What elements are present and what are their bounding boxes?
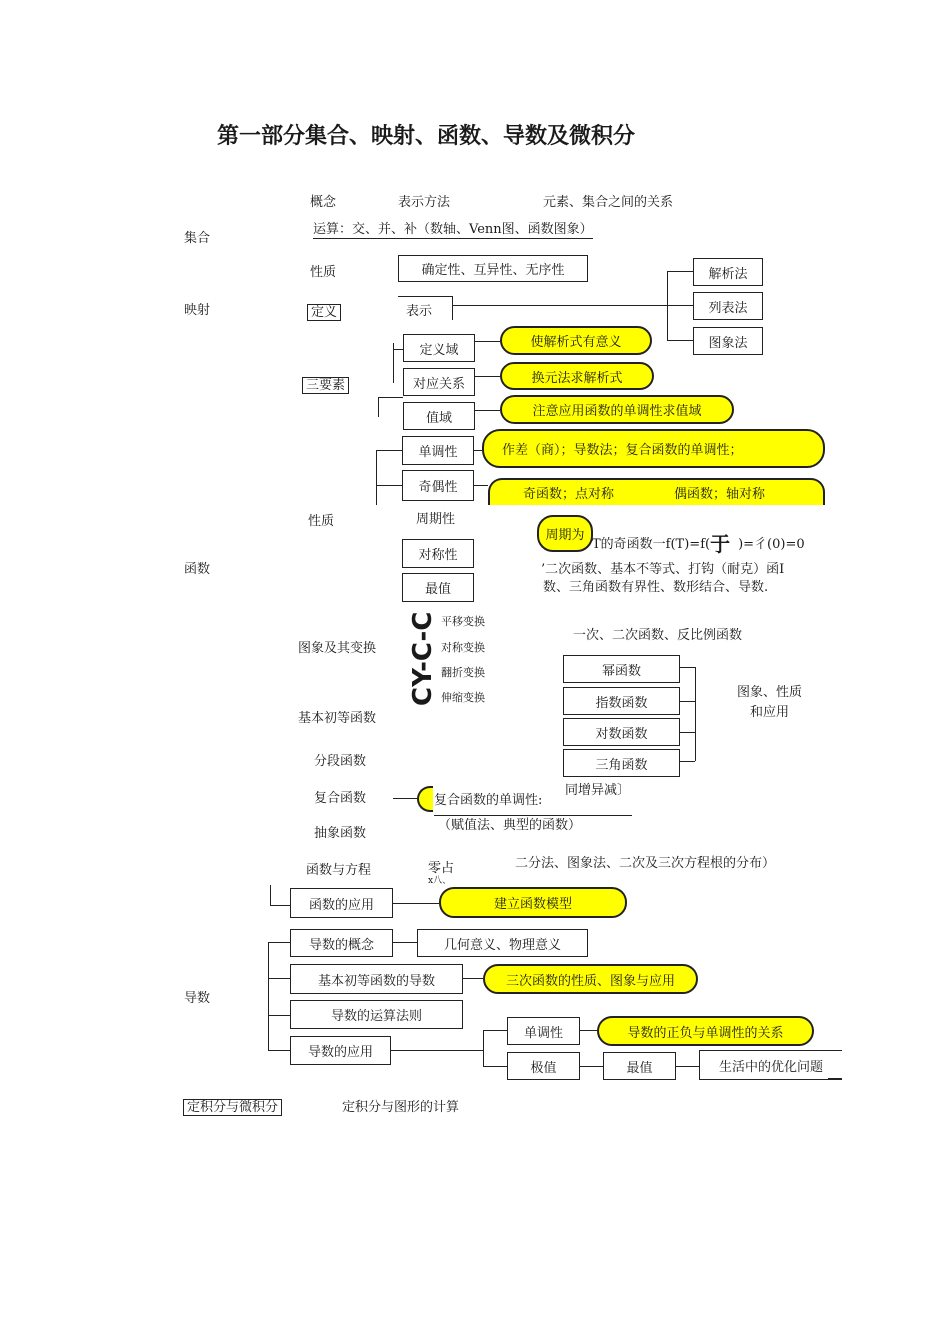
connector	[695, 667, 696, 761]
connector	[376, 450, 403, 451]
connector	[483, 1030, 507, 1031]
map-represent: 表示	[406, 304, 433, 319]
connector	[483, 1066, 507, 1067]
connector	[398, 296, 452, 297]
connector	[475, 410, 500, 411]
integral-note: 定积分与图形的计算	[342, 1100, 460, 1115]
composite-label: 复合函数	[314, 791, 367, 806]
connector	[680, 761, 695, 762]
deriv-basic-note: 三次函数的性质、图象与应用	[483, 964, 698, 994]
trig-func-box: 三角函数	[563, 749, 680, 777]
parity-box: 奇偶性	[402, 470, 474, 501]
period-note: 周期为	[537, 515, 593, 552]
set-representation: 表示方法	[398, 195, 451, 210]
connector	[474, 485, 488, 486]
range-box: 值域	[403, 402, 475, 430]
deriv-mono-box: 单调性	[507, 1017, 580, 1045]
connector	[378, 397, 403, 398]
label-deriv: 导数	[184, 991, 211, 1006]
deriv-concept-note: 几何意义、物理意义	[417, 929, 588, 957]
connector	[270, 885, 271, 905]
deriv-concept-box: 导数的概念	[290, 929, 393, 957]
label-integral: 定积分与微积分	[183, 1099, 282, 1116]
divider	[434, 815, 632, 816]
extreme-note-line2: 数、三角函数有界性、数形结合、导数.	[543, 580, 769, 595]
period-glyph: 于	[710, 532, 731, 556]
connector	[268, 1015, 290, 1016]
deriv-extremum-box: 极值	[507, 1052, 580, 1080]
composite-note: 复合函数的单调性:	[434, 793, 543, 808]
set-operation: 运算：交、并、补（数轴、Venn图、函数图象）	[313, 222, 593, 237]
abstract-label: 抽象函数	[314, 826, 367, 841]
parity-odd-text: 奇函数；点对称	[523, 487, 615, 502]
transform-flip: 翻折变换	[441, 666, 485, 679]
connector	[828, 1078, 842, 1080]
elementary-label: 基本初等函数	[298, 711, 377, 726]
correspondence-box: 对应关系	[403, 368, 475, 396]
equation-label: 函数与方程	[306, 863, 372, 878]
connector	[270, 905, 290, 906]
map-method-analytic: 解析法	[693, 258, 763, 286]
elementary-side2: 和应用	[750, 705, 790, 720]
connector	[667, 340, 693, 341]
transform-symmetry: 对称变换	[441, 641, 485, 654]
equation-zero-sub: x八、	[428, 876, 452, 886]
connector	[667, 271, 668, 341]
connector	[268, 1050, 290, 1051]
deriv-life-box: 生活中的优化问题	[699, 1050, 842, 1080]
graph-label: 图象及其变换	[298, 641, 377, 656]
connector	[393, 903, 439, 904]
monotonic-note-text: 作差（商）；导数法；复合函数的单调性；	[502, 443, 743, 458]
connector	[376, 485, 403, 486]
set-property: 性质	[310, 265, 337, 280]
connector	[680, 701, 695, 702]
equation-note: 二分法、图象法、二次及三次方程根的分布）	[515, 856, 776, 871]
parity-even-text: 偶函数；轴对称	[674, 487, 766, 502]
deriv-app-box: 导数的应用	[290, 1036, 391, 1065]
set-property-box: 确定性、互异性、无序性	[398, 255, 588, 282]
connector	[268, 942, 269, 1050]
connector	[393, 349, 403, 350]
elementary-side1: 图象、性质	[737, 685, 803, 700]
composite-rule: 同增异减〕	[565, 783, 631, 798]
map-definition: 定义	[307, 304, 341, 321]
label-map: 映射	[184, 303, 211, 318]
connector	[483, 1030, 484, 1066]
parity-note	[488, 478, 825, 505]
period-formula-head: T的奇函数一f(T)=f(	[592, 537, 711, 552]
connector	[667, 271, 693, 272]
connector	[391, 1050, 483, 1051]
period-formula	[592, 534, 805, 554]
connector	[474, 450, 482, 451]
domain-note: 使解析式有意义	[500, 326, 652, 355]
connector	[378, 397, 379, 417]
connector	[680, 732, 695, 733]
connector	[376, 450, 377, 505]
connector	[393, 798, 417, 799]
map-method-graph: 图象法	[693, 327, 763, 355]
equation-zero: 零占	[428, 861, 455, 876]
symmetry-box: 对称性	[402, 539, 474, 568]
func-application-note: 建立函数模型	[439, 887, 627, 918]
func-application-box: 函数的应用	[290, 888, 393, 918]
range-note: 注意应用函数的单调性求值域	[500, 395, 734, 424]
transform-scale: 伸缩变换	[441, 691, 485, 704]
abstract-note: （赋值法、典型的函数）	[438, 818, 582, 833]
label-set: 集合	[184, 231, 211, 246]
monotonic-box: 单调性	[402, 436, 474, 465]
deriv-rules-box: 导数的运算法则	[290, 1000, 463, 1029]
extreme-box: 最值	[402, 573, 474, 602]
label-func: 函数	[184, 562, 211, 577]
piecewise-label: 分段函数	[314, 754, 367, 769]
graph-side-text: CY-C-C	[408, 611, 438, 706]
period-label: 周期性	[416, 512, 456, 527]
connector	[268, 978, 290, 979]
connector	[680, 667, 695, 668]
period-formula-tail: )=彳(0)=0	[738, 537, 805, 552]
three-elements-label: 三要素	[302, 377, 349, 394]
connector	[475, 376, 500, 377]
deriv-mono-note: 导数的正负与单调性的关系	[597, 1016, 814, 1046]
power-func-box: 幂函数	[563, 655, 680, 683]
connector	[676, 1066, 699, 1067]
domain-box: 定义域	[403, 334, 475, 362]
connector	[475, 341, 500, 342]
set-concept: 概念	[310, 195, 337, 210]
connector	[580, 1030, 597, 1031]
connector	[667, 305, 693, 306]
exp-func-box: 指数函数	[563, 687, 680, 715]
page-title: 第一部分集合、映射、函数、导数及微积分	[217, 124, 636, 149]
set-relation: 元素、集合之间的关系	[543, 195, 674, 210]
deriv-max-box: 最值	[603, 1052, 676, 1080]
composite-bracket	[417, 786, 433, 812]
extreme-note-line1: ’二次函数、基本不等式、打钩（耐克）函I	[541, 562, 785, 577]
connector	[580, 1066, 603, 1067]
monotonic-note	[482, 429, 825, 468]
connector	[268, 942, 290, 943]
correspondence-note: 换元法求解析式	[500, 362, 654, 390]
elementary-top: 一次、二次函数、反比例函数	[573, 628, 743, 643]
connector	[452, 305, 667, 306]
connector	[463, 978, 483, 979]
transform-translate: 平移变换	[441, 615, 485, 628]
connector	[452, 296, 453, 320]
deriv-basic-box: 基本初等函数的导数	[290, 964, 463, 994]
connector	[393, 942, 417, 943]
map-method-table: 列表法	[693, 292, 763, 320]
props-label: 性质	[308, 514, 335, 529]
log-func-box: 对数函数	[563, 718, 680, 746]
